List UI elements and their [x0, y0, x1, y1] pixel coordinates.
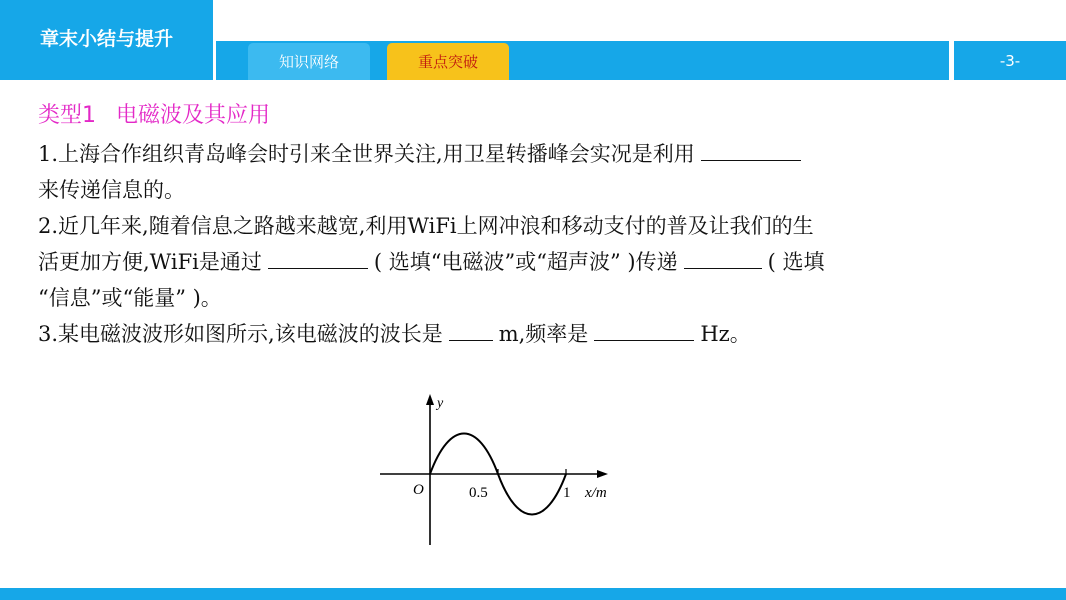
origin-label: O	[413, 482, 424, 498]
q2-text-a: 2.近几年来,随着信息之路越来越宽,利用WiFi上网冲浪和移动支付的普及让我们的生	[38, 214, 814, 238]
y-axis-label: y	[437, 396, 444, 411]
q3-text-b: m,频率是	[498, 322, 589, 346]
tick-label-half: 0.5	[469, 485, 488, 501]
question-3	[38, 316, 1038, 352]
x-axis-label: x/m	[585, 485, 607, 501]
question-2-cont	[38, 244, 1038, 280]
question-1	[38, 136, 1038, 172]
question-2-cont2	[38, 280, 1038, 316]
q2-text-b3: ( 选填	[767, 250, 825, 274]
tab-knowledge-network[interactable]: 知识网络	[248, 43, 370, 80]
tab-key-breakthrough[interactable]: 重点突破	[387, 43, 509, 80]
x-axis-arrow-icon	[597, 470, 608, 478]
main-content	[38, 98, 1038, 352]
q3-text-a: 3.某电磁波波形如图所示,该电磁波的波长是	[38, 322, 443, 346]
heading-type: 类型1	[38, 103, 96, 128]
question-2	[38, 208, 1038, 244]
page-number: -3-	[954, 41, 1066, 80]
answer-blank[interactable]	[684, 246, 762, 269]
question-1-cont	[38, 172, 1038, 208]
q2-text-c: “信息”或“能量” )。	[38, 286, 222, 310]
section-heading	[38, 98, 1038, 134]
footer-bar	[0, 588, 1066, 600]
chapter-title: 章末小结与提升	[0, 0, 213, 80]
q2-text-b2: ( 选填“电磁波”或“超声波” )传递	[373, 250, 678, 274]
q1-text-a: 1.上海合作组织青岛峰会时引来全世界关注,用卫星转播峰会实况是利用	[38, 142, 695, 166]
q3-text-c: Hz。	[700, 322, 751, 346]
answer-blank[interactable]	[449, 318, 493, 341]
answer-blank[interactable]	[701, 138, 801, 161]
wave-figure	[375, 390, 625, 550]
answer-blank[interactable]	[268, 246, 368, 269]
y-axis-arrow-icon	[426, 394, 434, 405]
tick-label-one: 1	[563, 485, 571, 501]
q1-text-b: 来传递信息的。	[38, 178, 185, 202]
heading-title: 电磁波及其应用	[116, 103, 271, 128]
answer-blank[interactable]	[594, 318, 694, 341]
q2-text-b1: 活更加方便,WiFi是通过	[38, 250, 262, 274]
